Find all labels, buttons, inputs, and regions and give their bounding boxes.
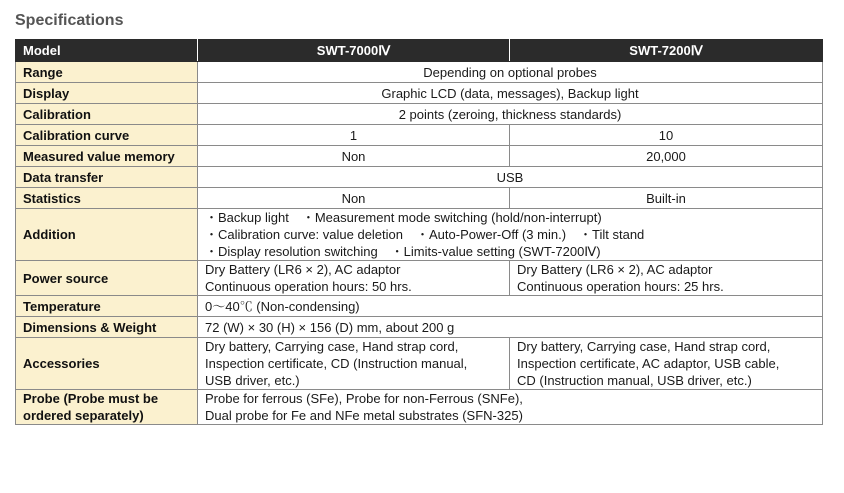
row-label: Calibration [16, 104, 198, 125]
row-value-model-2: 10 [510, 125, 823, 146]
accessories-line: CD (Instruction manual, USB driver, etc.) [517, 373, 752, 388]
row-label: Measured value memory [16, 146, 198, 167]
accessories-line: Inspection certificate, CD (Instruction manual, [205, 356, 468, 371]
row-label: Temperature [16, 296, 198, 317]
addition-line: ・Display resolution switching ・Limits-value setting (SWT-7200Ⅳ) [205, 244, 601, 259]
row-label: Statistics [16, 188, 198, 209]
accessories-line: Dry battery, Carrying case, Hand strap cord, [517, 339, 771, 354]
row-label: Dimensions & Weight [16, 317, 198, 338]
row-calibration [16, 104, 823, 125]
power-line: Dry Battery (LR6 × 2), AC adaptor [205, 262, 401, 277]
row-label: Display [16, 83, 198, 104]
probe-label-line: ordered separately) [23, 408, 144, 423]
row-calibration-curve [16, 125, 823, 146]
row-value-model-2: Built-in [510, 188, 823, 209]
row-range [16, 62, 823, 83]
row-temperature [16, 296, 823, 317]
addition-line: ・Calibration curve: value deletion ・Auto-Power-Off (3 min.) ・Tilt stand [205, 227, 645, 242]
row-data-transfer [16, 167, 823, 188]
row-value-model-2 [510, 338, 823, 390]
accessories-line: USB driver, etc.) [205, 373, 300, 388]
row-value: 2 points (zeroing, thickness standards) [198, 104, 823, 125]
row-value-model-1: Non [198, 188, 510, 209]
row-label: Calibration curve [16, 125, 198, 146]
header-model-label: Model [16, 40, 198, 62]
power-line: Continuous operation hours: 50 hrs. [205, 279, 412, 294]
row-value [198, 209, 823, 261]
row-accessories [16, 338, 823, 390]
probe-label-line: Probe (Probe must be [23, 391, 159, 406]
power-line: Dry Battery (LR6 × 2), AC adaptor [517, 262, 713, 277]
header-row [16, 40, 823, 62]
row-value: USB [198, 167, 823, 188]
addition-line: ・Backup light ・Measurement mode switching (hold/non-interrupt) [205, 210, 602, 225]
row-value-model-1: 1 [198, 125, 510, 146]
header-model-1: SWT-7000Ⅳ [198, 40, 510, 62]
row-value [198, 390, 823, 425]
row-value: Depending on optional probes [198, 62, 823, 83]
row-display [16, 83, 823, 104]
row-addition [16, 209, 823, 261]
row-dimensions [16, 317, 823, 338]
header-model-2: SWT-7200Ⅳ [510, 40, 823, 62]
row-label: Accessories [16, 338, 198, 390]
row-label: Addition [16, 209, 198, 261]
row-value: 0～40℃ (Non-condensing) [198, 296, 823, 317]
power-line: Continuous operation hours: 25 hrs. [517, 279, 724, 294]
row-label: Data transfer [16, 167, 198, 188]
row-value-model-2: 20,000 [510, 146, 823, 167]
row-value-model-1 [198, 261, 510, 296]
row-power-source [16, 261, 823, 296]
row-value-model-2 [510, 261, 823, 296]
row-value: 72 (W) × 30 (H) × 156 (D) mm, about 200 g [198, 317, 823, 338]
row-value-model-1: Non [198, 146, 510, 167]
row-probe [16, 390, 823, 425]
row-value: Graphic LCD (data, messages), Backup light [198, 83, 823, 104]
accessories-line: Dry battery, Carrying case, Hand strap cord, [205, 339, 459, 354]
row-memory [16, 146, 823, 167]
row-value-model-1 [198, 338, 510, 390]
probe-line: Probe for ferrous (SFe), Probe for non-Ferrous (SNFe), [205, 391, 523, 406]
page-title: Specifications [15, 12, 124, 29]
row-label: Power source [16, 261, 198, 296]
probe-line: Dual probe for Fe and NFe metal substrates (SFN-325) [205, 408, 523, 423]
accessories-line: Inspection certificate, AC adaptor, USB cable, [517, 356, 780, 371]
row-label [16, 390, 198, 425]
row-label: Range [16, 62, 198, 83]
specifications-table [15, 39, 823, 425]
row-statistics [16, 188, 823, 209]
